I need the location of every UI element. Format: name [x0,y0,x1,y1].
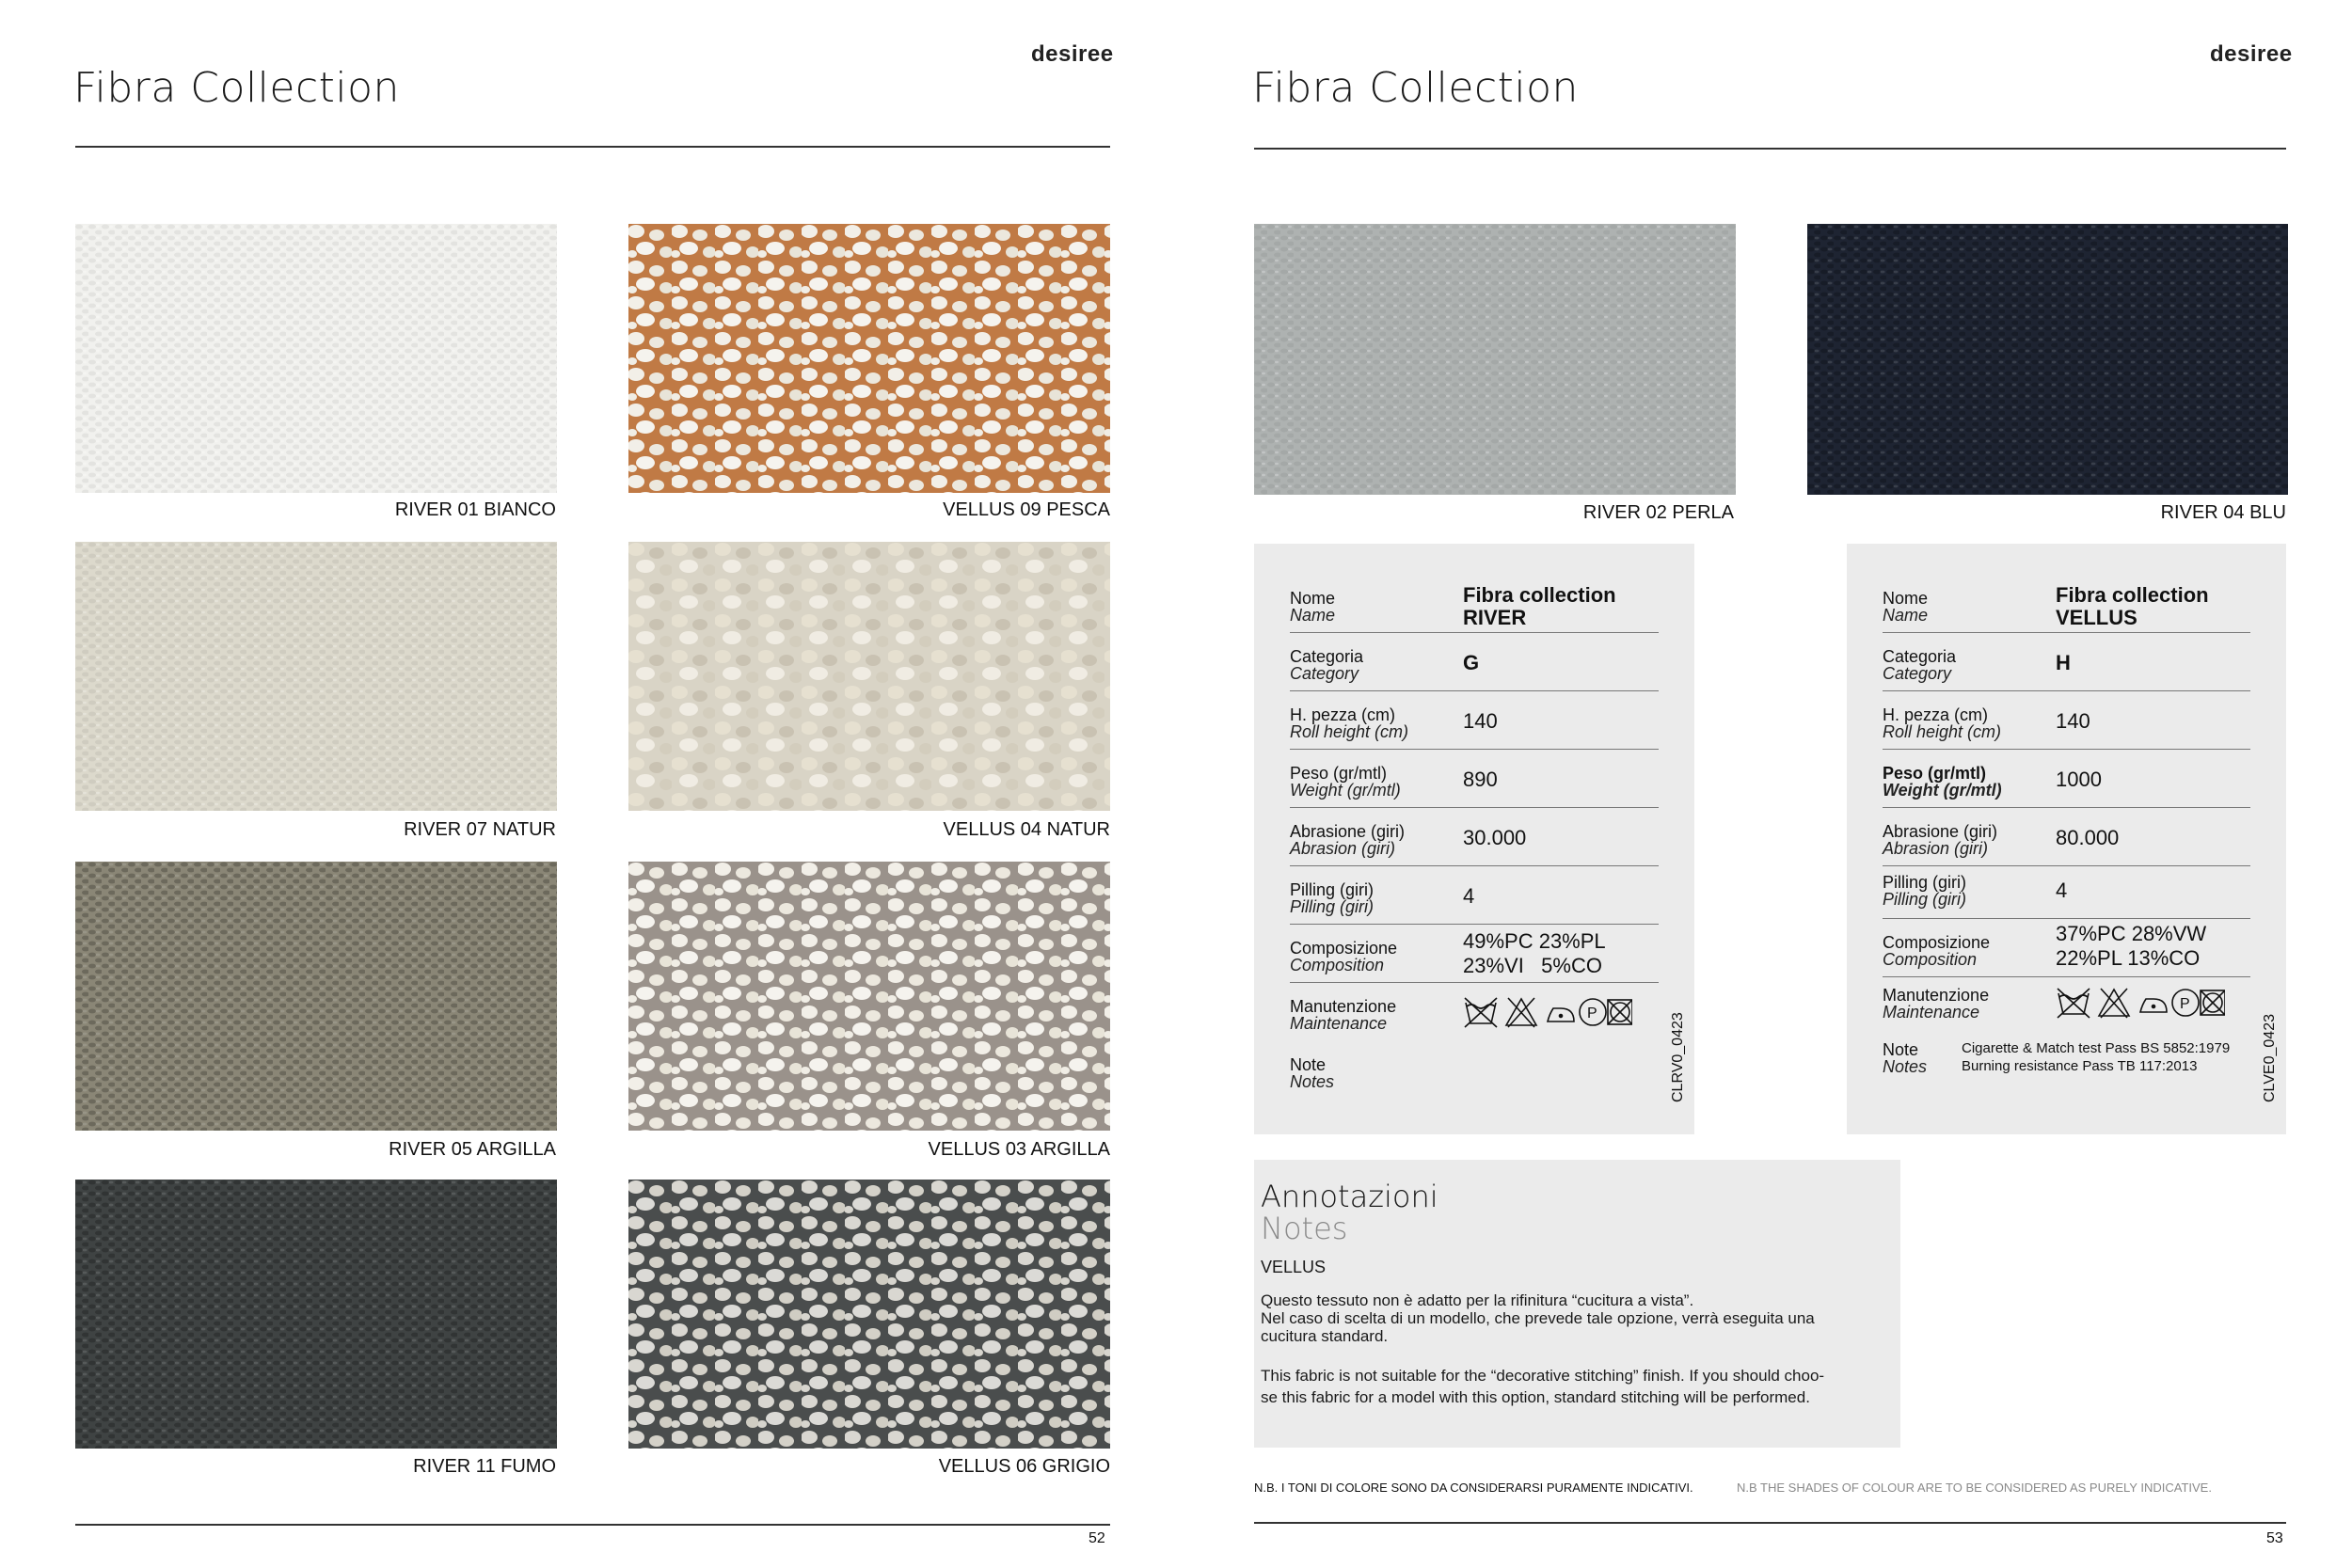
swatch-label: VELLUS 03 ARGILLA [928,1139,1110,1160]
spec-row-notes [1883,1029,2250,1087]
spec-value: 140 [2056,709,2090,733]
spec-value: Fibra collection [2056,583,2209,607]
footer-rule-right [1254,1522,2286,1524]
spec-key: Peso (gr/mtl) [1290,764,1388,783]
spec-table-vellus [1847,544,2286,1134]
brand-logo-left: desiree [1031,41,1114,67]
spec-key: Composizione [1290,939,1398,958]
spec-key-en: Notes [1883,1057,1928,1076]
care-symbols [2056,986,2225,1024]
spec-key: Manutenzione [1883,986,1990,1005]
spec-row-maintenance [1290,982,1659,1040]
spec-key-en: Abrasion (giri) [1290,839,1396,858]
spec-row-pilling [1883,865,2250,919]
notes-line: se this fabric for a model with this option, standard stitching will be performed. [1261,1388,1810,1406]
care-symbols [1463,995,1632,1034]
spec-key: Nome [1290,589,1336,608]
footnote-it: N.B. I TONI DI COLORE SONO DA CONSIDERARSI PURAMENTE INDICATIVI. [1254,1481,1693,1495]
svg-text:P: P [1587,1006,1597,1022]
spec-row-abrasion [1290,807,1659,866]
swatch-river-04-blu [1807,224,2288,495]
spec-row-maintenance [1883,976,2250,1029]
spec-row-category [1883,632,2250,691]
spec-key-en: Category [1290,664,1359,683]
spec-value: Burning resistance Pass TB 117:2013 [1962,1058,2198,1074]
spec-key-en: Name [1290,606,1336,625]
no-wash-icon [2058,989,2090,1018]
spec-key: Pilling (giri) [1290,880,1375,899]
notes-line: Questo tessuto non è adatto per la rifinitura “cucitura a vista”. [1261,1291,1694,1309]
spec-row-category [1290,632,1659,691]
spec-row-abrasion [1883,807,2250,866]
swatch-vellus-06-grigio [628,1180,1110,1449]
spec-key: Abrasione (giri) [1883,822,1998,841]
spec-key: Note [1883,1040,1919,1059]
spec-key-en: Composition [1290,956,1385,974]
spec-key-en: Notes [1290,1072,1335,1091]
page-number-right: 53 [2266,1530,2283,1546]
spec-value: 37%PC 28%VW [2056,922,2207,945]
spec-value: 890 [1463,768,1498,791]
iron-low-icon [2140,999,2167,1012]
spec-key: H. pezza (cm) [1883,705,1989,724]
header-rule-right [1254,148,2286,150]
spec-key-en: Weight (gr/mtl) [1883,781,2002,800]
no-tumble-dry-icon [1608,1000,1632,1024]
swatch-river-11-fumo [75,1180,557,1449]
spec-key-en: Name [1883,606,1929,625]
dry-clean-p-icon [1580,999,1606,1025]
page-title-left: Fibra Collection [73,64,400,112]
spec-key-en: Weight (gr/mtl) [1290,781,1401,800]
spec-row-pilling [1290,865,1659,925]
spec-code: CLRV0_0423 [1670,1012,1686,1102]
spec-key-en: Maintenance [1883,1003,1980,1022]
swatch-river-02-perla [1254,224,1736,495]
swatch-label: RIVER 04 BLU [2160,502,2286,523]
spec-row-name [1290,583,1659,633]
spec-value: H [2056,651,2071,674]
swatch-label: VELLUS 09 PESCA [943,499,1110,520]
spec-row-notes [1290,1040,1659,1099]
brand-logo-right: desiree [2210,41,2293,67]
spec-key-en: Roll height (cm) [1290,722,1409,741]
spec-row-weight [1290,749,1659,808]
spec-row-weight [1883,749,2250,808]
notes-subject: VELLUS [1261,1258,1327,1276]
swatch-label: VELLUS 06 GRIGIO [938,1456,1110,1477]
spec-key: Nome [1883,589,1929,608]
spec-row-composition [1883,918,2250,977]
spec-value: 4 [1463,884,1475,908]
spec-key-en: Composition [1883,950,1978,969]
spec-row-roll-height [1290,690,1659,750]
spec-key-en: Abrasion (giri) [1883,839,1989,858]
notes-paragraph-it [1261,1291,1891,1345]
notes-title: Annotazioni [1261,1179,1438,1214]
spec-value: 30.000 [1463,826,1527,849]
spec-value: 4 [2056,879,2068,902]
spec-value: RIVER [1463,606,1527,629]
spec-key-en: Roll height (cm) [1883,722,2002,741]
no-tumble-dry-icon [2201,990,2225,1015]
spec-value: VELLUS [2056,606,2137,629]
svg-text:P: P [2180,996,2190,1012]
spec-key: H. pezza (cm) [1290,705,1396,724]
spec-key: Manutenzione [1290,997,1397,1016]
dry-clean-p-icon [2172,990,2199,1016]
spec-key: Peso (gr/mtl) [1883,764,1987,783]
spec-key: Categoria [1883,647,1957,666]
swatch-label: RIVER 11 FUMO [413,1456,556,1477]
spec-key: Composizione [1883,933,1991,952]
swatch-river-07-natur [75,542,557,811]
page-number-left: 52 [1089,1530,1105,1546]
footer-rule-left [75,1524,1110,1526]
spec-row-name [1883,583,2250,633]
spec-code: CLVE0_0423 [2262,1014,2278,1102]
spec-value: Fibra collection [1463,583,1616,607]
spec-value: G [1463,651,1480,674]
spec-value: Cigarette & Match test Pass BS 5852:1979 [1962,1040,2231,1056]
spec-value: 80.000 [2056,826,2120,849]
footnote-en: N.B THE SHADES OF COLOUR ARE TO BE CONSIDERED AS PURELY INDICATIVE. [1737,1481,2212,1495]
spec-key: Abrasione (giri) [1290,822,1406,841]
swatch-river-01-bianco [75,224,557,493]
spec-key-en: Category [1883,664,1952,683]
notes-box [1254,1160,1900,1448]
swatch-label: RIVER 07 NATUR [404,819,556,840]
swatch-label: RIVER 01 BIANCO [394,499,556,520]
spec-key-en: Maintenance [1290,1014,1388,1033]
spec-value: 22%PL 13%CO [2056,946,2201,970]
no-bleach-icon [2099,989,2129,1018]
swatch-vellus-03-argilla [628,862,1110,1131]
spec-table-river [1254,544,1694,1134]
swatch-vellus-09-pesca [628,224,1110,493]
swatch-label: RIVER 05 ARGILLA [389,1139,556,1160]
swatch-label: VELLUS 04 NATUR [943,819,1110,840]
no-bleach-icon [1506,998,1536,1027]
swatch-river-05-argilla [75,862,557,1131]
spec-key-en: Pilling (giri) [1290,897,1375,916]
spec-row-roll-height [1883,690,2250,750]
spec-value: 23%VI 5%CO [1463,954,1602,977]
spec-value: 1000 [2056,768,2102,791]
swatch-label: RIVER 02 PERLA [1582,502,1734,523]
no-wash-icon [1465,998,1497,1027]
spec-key: Categoria [1290,647,1364,666]
header-rule-left [75,146,1110,148]
spec-row-composition [1290,924,1659,983]
swatch-vellus-04-natur [628,542,1110,811]
spec-value: 49%PC 23%PL [1463,929,1606,953]
spec-key: Note [1290,1055,1327,1074]
notes-line: Nel caso di scelta di un modello, che prevede tale opzione, verrà eseguita una [1261,1309,1815,1327]
notes-title-en: Notes [1261,1211,1348,1246]
spec-key-en: Pilling (giri) [1883,890,1967,909]
spec-value: 140 [1463,709,1498,733]
notes-paragraph-en [1261,1365,1891,1408]
notes-line: cucitura standard. [1261,1327,1389,1345]
spec-key: Pilling (giri) [1883,873,1967,892]
iron-low-icon [1548,1008,1574,1022]
page-title-right: Fibra Collection [1252,64,1579,112]
notes-line: This fabric is not suitable for the “decorative stitching” finish. If you should choo- [1261,1367,1825,1385]
